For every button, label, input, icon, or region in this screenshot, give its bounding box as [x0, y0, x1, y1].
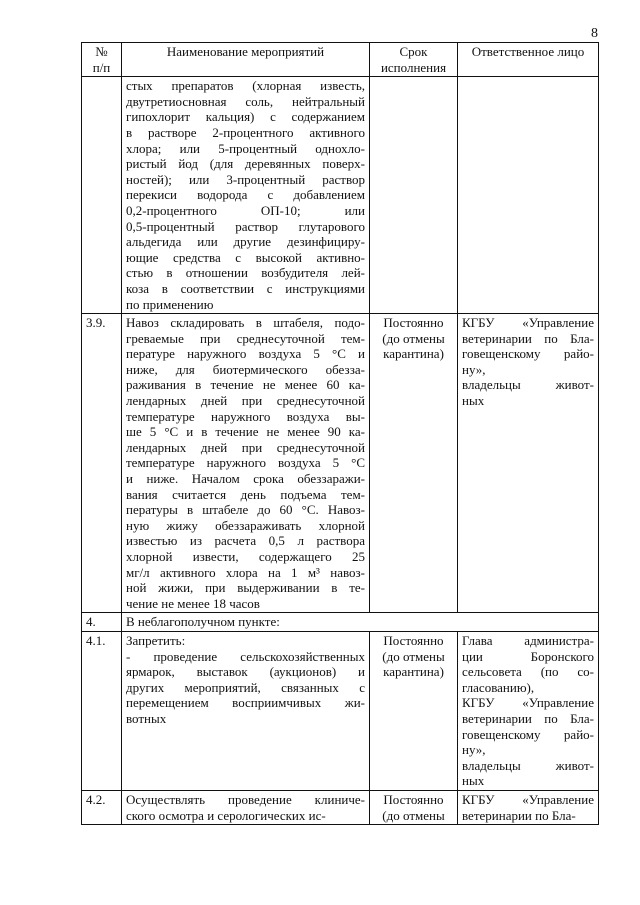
responsible-line: гласованию),: [462, 679, 535, 695]
row-number: 4.2.: [82, 790, 122, 824]
responsible-line: ну»,: [462, 361, 486, 377]
responsible-line: владельцы живот-: [462, 757, 594, 773]
responsible-line: ветеринарии по Бла-: [462, 710, 594, 726]
row-responsible: [458, 77, 599, 314]
responsible-line: говещенскому райо-: [462, 346, 594, 362]
description-line: ющие средства с высокой активно-: [126, 249, 365, 265]
header-name: [122, 43, 370, 77]
header-number-line: №: [95, 44, 108, 59]
description-line: температуре наружного воздуха вы-: [126, 408, 365, 424]
description-line: Запретить:: [126, 632, 186, 648]
row-description: [122, 77, 370, 314]
description-line: ярмарок, выставок (аукционов) и: [126, 664, 365, 680]
responsible-line: КГБУ «Управление: [462, 315, 594, 331]
table-row: [82, 314, 599, 613]
header-term-line: исполнения: [380, 59, 447, 75]
header-term: [370, 43, 458, 77]
responsible-line: ну»,: [462, 742, 486, 758]
responsible-line: ции Боронского: [462, 648, 594, 664]
description-line: - проведение сельскохозяйственных: [126, 648, 365, 664]
responsible-line: ных: [462, 393, 485, 409]
header-term-line: Срок: [399, 44, 428, 59]
responsible-line: говещенскому райо-: [462, 726, 594, 742]
responsible-line: КГБУ «Управление: [462, 695, 594, 711]
description-line: пературе наружного воздуха 5 °С и: [126, 346, 365, 362]
measures-table: [81, 42, 599, 825]
description-line: стых препаратов (хлорная известь,: [126, 78, 365, 94]
description-line: вания считается день подъема тем-: [126, 486, 365, 502]
row-number: [82, 77, 122, 314]
table-row: [82, 77, 599, 314]
row-number: 3.9.: [82, 314, 122, 613]
description-line: ной жижи, при выдерживании в те-: [126, 580, 365, 596]
responsible-line: ветеринарии по Бла-: [462, 807, 576, 823]
description-line: по применению: [126, 296, 214, 312]
term-line: карантина): [383, 664, 444, 680]
description-line: вотных: [126, 710, 167, 726]
term-line: карантина): [383, 346, 444, 362]
description-line: лендарных дней при среднесуточной: [126, 393, 365, 409]
description-line: и ниже. Началом срока обеззаражи-: [126, 471, 365, 487]
description-line: ристый йод (для деревянных поверх-: [126, 156, 365, 172]
description-line: ского осмотра и серологических ис-: [126, 807, 326, 823]
responsible-line: ветеринарии по Бла-: [462, 330, 594, 346]
description-line: Навоз складировать в штабеля, подо-: [126, 315, 365, 331]
row-term: [370, 77, 458, 314]
header-number: [82, 43, 122, 77]
description-line: известью из расчета 0,5 л раствора: [126, 533, 365, 549]
term-line: Постоянно: [383, 632, 444, 648]
description-line: ниже, для биотермического обезза-: [126, 361, 365, 377]
term-line: (до отмены: [382, 648, 445, 664]
description-line: гипохлорит кальция) с содержанием: [126, 109, 365, 125]
row-description: [122, 314, 370, 613]
row-description: [122, 790, 370, 824]
description-line: хлора; или 5-процентный однохло-: [126, 140, 365, 156]
description-line: коза в соответствии с инструкциями: [126, 280, 365, 296]
description-line: альдегида или другие дезинфициру-: [126, 234, 365, 250]
table-row: [82, 790, 599, 824]
responsible-line: Глава администра-: [462, 632, 594, 648]
term-line: (до отмены: [382, 807, 445, 823]
responsible-line: КГБУ «Управление: [462, 791, 594, 807]
row-description: [122, 613, 599, 632]
row-responsible: [458, 631, 599, 790]
row-term: [370, 631, 458, 790]
header-responsible-text: Ответственное лицо: [471, 44, 585, 59]
description-line: перемещением восприимчивых жи-: [126, 695, 365, 711]
description-line: ностей); или 3-процентный раствор: [126, 171, 365, 187]
description-line: ше 5 °С и в течение не менее 90 ка-: [126, 424, 365, 440]
term-line: (до отмены: [382, 330, 445, 346]
description-line: мг/л активного хлора на 1 м³ навоз-: [126, 564, 365, 580]
description-line: чение не менее 18 часов: [126, 595, 260, 611]
description-line: ную жижу обеззараживать хлорной: [126, 517, 365, 533]
term-line: Постоянно: [383, 791, 444, 807]
description-line: лендарных дней при среднесуточной: [126, 439, 365, 455]
description-line: раживания в течение не менее 60 ка-: [126, 377, 365, 393]
page-number: 8: [591, 26, 598, 41]
row-responsible: [458, 314, 599, 613]
header-name-text: Наименование мероприятий: [166, 44, 325, 59]
description-line: пературы в штабеле до 60 °С. Навоз-: [126, 502, 365, 518]
description-line: перекиси водорода с добавлением: [126, 187, 365, 203]
responsible-line: сельсовета (по со-: [462, 664, 594, 680]
row-term: [370, 314, 458, 613]
header-number-line: п/п: [92, 59, 111, 75]
table-header-row: [82, 43, 599, 77]
term-line: Постоянно: [383, 315, 444, 331]
description-line: хлорной извести, содержащего 25: [126, 549, 365, 564]
description-line: стью в отношении возбудителя лей-: [126, 265, 365, 281]
row-term: [370, 790, 458, 824]
description-line: В неблагополучном пункте:: [126, 614, 280, 630]
row-responsible: [458, 790, 599, 824]
header-responsible: [458, 43, 599, 77]
description-line: температуре наружного воздуха 5 °С: [126, 455, 365, 471]
row-description: [122, 631, 370, 790]
description-line: 0,2-процентного ОП-10; или: [126, 202, 365, 218]
description-line: 0,5-процентный раствор глутарового: [126, 218, 365, 234]
description-line: греваемые при среднесуточной тем-: [126, 330, 365, 346]
description-line: других мероприятий, связанных с: [126, 679, 365, 695]
responsible-line: ных: [462, 773, 485, 789]
description-line: Осуществлять проведение клиниче-: [126, 791, 365, 807]
description-line: двутретиосновная соль, нейтральный: [126, 93, 365, 109]
row-number: 4.: [82, 613, 122, 632]
row-number: 4.1.: [82, 631, 122, 790]
table-row: [82, 613, 599, 632]
table-row: [82, 631, 599, 790]
description-line: в растворе 2-процентного активного: [126, 124, 365, 140]
responsible-line: владельцы живот-: [462, 377, 594, 393]
